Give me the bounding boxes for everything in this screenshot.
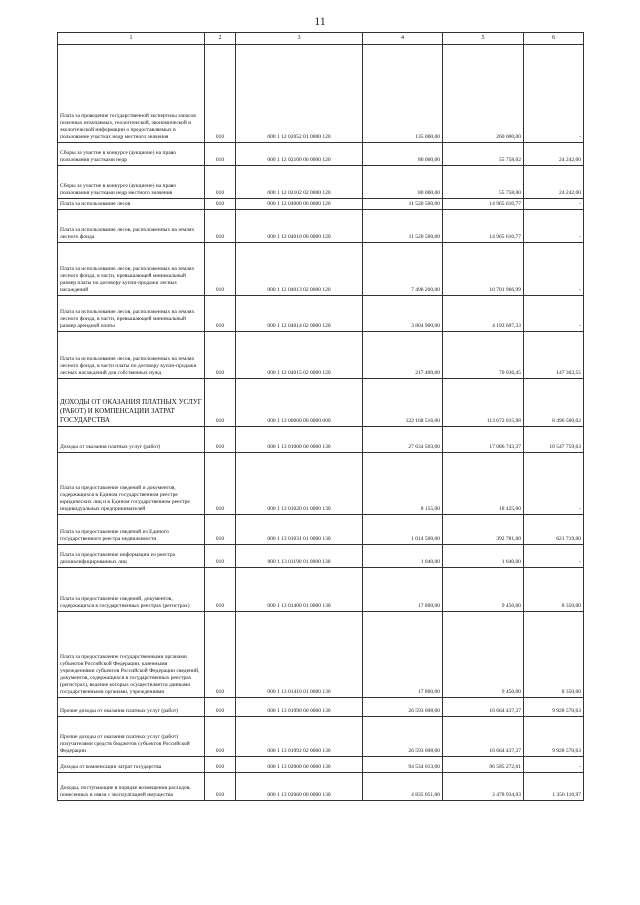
row-code-cell: 010 [205, 379, 236, 427]
row-fact-cell: 4 193 607,33 [443, 296, 524, 332]
row-rest-cell: - [524, 545, 584, 568]
row-fact-cell: 113 672 015,98 [443, 379, 524, 427]
table-row [58, 45, 584, 143]
row-kbk-cell: 000 1 12 04010 00 0000 120 [236, 210, 363, 243]
row-code-cell: 010 [205, 612, 236, 698]
row-rest-cell: 8 496 500,02 [524, 379, 584, 427]
column-header: 3 [236, 33, 363, 45]
row-plan-cell: 217 400,00 [363, 332, 443, 379]
row-rest-cell: - [524, 45, 584, 143]
row-kbk-cell: 000 1 12 02100 00 0000 120 [236, 143, 363, 166]
row-name-cell: Плата за предоставление сведений из Единого государственного реестра недвижимости [58, 515, 205, 545]
row-name-cell: Прочие доходы от оказания платных услуг (работ) [58, 698, 205, 717]
row-kbk-cell: 000 1 13 01031 01 0000 130 [236, 515, 363, 545]
row-code-cell: 010 [205, 143, 236, 166]
row-kbk-cell: 000 1 13 01992 02 0000 130 [236, 717, 363, 757]
row-plan-cell: 80 000,00 [363, 166, 443, 199]
row-code-cell: 010 [205, 773, 236, 801]
table-row [58, 296, 584, 332]
row-name-cell: Плата за использование лесов, расположенных на землях лесного фонда, в части, превышающей минимальный размер платы по договору купли-продажи лесных насаждений [58, 243, 205, 296]
row-name-cell: Доходы от компенсации затрат государства [58, 757, 205, 773]
row-fact-cell: 260 000,00 [443, 45, 524, 143]
column-header: 5 [443, 33, 524, 45]
table-row [58, 243, 584, 296]
row-rest-cell: - [524, 199, 584, 210]
row-name-cell: Прочие доходы от оказания платных услуг (работ) получателями средств бюджетов субъектов Российской Федерации [58, 717, 205, 757]
row-kbk-cell: 000 1 13 01020 01 0000 130 [236, 453, 363, 515]
row-name-cell: Сборы за участие в конкурсе (аукционе) на право пользования участками недр [58, 143, 205, 166]
row-name-cell: Плата за использование лесов, расположенных на землях лесного фонда, в части, превышающей минимальный размер арендной платы [58, 296, 205, 332]
row-code-cell: 010 [205, 427, 236, 453]
row-kbk-cell: 000 1 13 01990 00 0000 130 [236, 698, 363, 717]
row-rest-cell: 147 363,55 [524, 332, 584, 379]
page-number: 11 [314, 14, 326, 28]
row-code-cell: 010 [205, 296, 236, 332]
row-fact-cell: 17 086 743,37 [443, 427, 524, 453]
row-plan-cell: 11 520 500,00 [363, 210, 443, 243]
table-row [58, 568, 584, 612]
table-row [58, 332, 584, 379]
table-row [58, 210, 584, 243]
row-fact-cell: 16 664 437,37 [443, 698, 524, 717]
row-name-cell: Сборы за участие в конкурсе (аукционе) на право пользования участками недр местного значения [58, 166, 205, 199]
row-name-cell: Плата за предоставление информации из реестра дисквалифицированных лиц [58, 545, 205, 568]
table-row [58, 773, 584, 801]
row-name-cell: ДОХОДЫ ОТ ОКАЗАНИЯ ПЛАТНЫХ УСЛУГ (РАБОТ) И КОМПЕНСАЦИИ ЗАТРАТ ГОСУДАРСТВА [58, 379, 205, 427]
row-plan-cell: 1 014 500,00 [363, 515, 443, 545]
row-plan-cell: 80 000,00 [363, 143, 443, 166]
row-fact-cell: 10 701 966,99 [443, 243, 524, 296]
row-rest-cell: - [524, 243, 584, 296]
table-row [58, 698, 584, 717]
row-kbk-cell: 000 1 12 04015 02 0000 120 [236, 332, 363, 379]
row-plan-cell: 3 804 900,00 [363, 296, 443, 332]
row-kbk-cell: 000 1 12 04013 02 0000 120 [236, 243, 363, 296]
row-rest-cell: 24 242,00 [524, 143, 584, 166]
row-plan-cell: 4 835 051,00 [363, 773, 443, 801]
table-row [58, 379, 584, 427]
row-name-cell: Плата за предоставление государственными органами субъектов Российской Федерации, казенными учреждениями субъектов Российской Федерации сведений, документов, содержащихся в государственных реестрах (регистрах), ведение которых осуществляется данными государственными органами, учреждениями [58, 612, 205, 698]
row-plan-cell: 1 040,00 [363, 545, 443, 568]
row-plan-cell: 26 593 008,00 [363, 698, 443, 717]
row-rest-cell: - [524, 757, 584, 773]
row-code-cell: 010 [205, 166, 236, 199]
row-kbk-cell: 000 1 13 01400 01 0000 130 [236, 568, 363, 612]
table-row [58, 545, 584, 568]
row-plan-cell: 7 498 200,00 [363, 243, 443, 296]
table-row [58, 612, 584, 698]
row-kbk-cell: 000 1 13 01410 01 0000 130 [236, 612, 363, 698]
row-code-cell: 010 [205, 243, 236, 296]
row-fact-cell: 55 758,00 [443, 166, 524, 199]
row-name-cell: Доходы от оказания платных услуг (работ) [58, 427, 205, 453]
row-code-cell: 010 [205, 45, 236, 143]
row-name-cell: Плата за использование лесов [58, 199, 205, 210]
row-code-cell: 010 [205, 453, 236, 515]
row-rest-cell: - [524, 453, 584, 515]
row-name-cell: Плата за использование лесов, расположенных на землях лесного фонда [58, 210, 205, 243]
table-row [58, 166, 584, 199]
column-header: 6 [524, 33, 584, 45]
table-row [58, 453, 584, 515]
row-name-cell: Доходы, поступающие в порядке возмещения расходов, понесенных в связи с эксплуатацией имущества [58, 773, 205, 801]
row-rest-cell: 9 928 570,63 [524, 717, 584, 757]
row-rest-cell: 10 547 759,63 [524, 427, 584, 453]
row-plan-cell: 135 000,00 [363, 45, 443, 143]
row-fact-cell: 55 758,02 [443, 143, 524, 166]
column-header: 2 [205, 33, 236, 45]
row-plan-cell: 26 593 008,00 [363, 717, 443, 757]
row-plan-cell: 8 155,00 [363, 453, 443, 515]
row-rest-cell: 9 928 570,63 [524, 698, 584, 717]
row-kbk-cell: 000 1 12 04014 02 0000 120 [236, 296, 363, 332]
table-row [58, 717, 584, 757]
row-kbk-cell: 000 1 13 01190 01 0000 130 [236, 545, 363, 568]
row-fact-cell: 70 036,45 [443, 332, 524, 379]
row-fact-cell: 18 425,00 [443, 453, 524, 515]
row-code-cell: 010 [205, 545, 236, 568]
row-kbk-cell: 000 1 12 04000 00 0000 120 [236, 199, 363, 210]
row-rest-cell: 24 242,00 [524, 166, 584, 199]
row-rest-cell: - [524, 296, 584, 332]
row-fact-cell: 392 781,00 [443, 515, 524, 545]
table-row [58, 143, 584, 166]
row-kbk-cell: 000 1 13 02060 00 0000 130 [236, 773, 363, 801]
row-fact-cell: 1 640,00 [443, 545, 524, 568]
row-rest-cell: 8 350,00 [524, 612, 584, 698]
row-name-cell: Плата за предоставление сведений и документов, содержащихся в Едином государственном реестре юридических лиц и в Едином государственном реестре индивидуальных предпринимателей [58, 453, 205, 515]
row-fact-cell: 9 450,00 [443, 612, 524, 698]
table-row [58, 199, 584, 210]
row-code-cell: 010 [205, 717, 236, 757]
row-kbk-cell: 000 1 13 00000 00 0000 000 [236, 379, 363, 427]
row-kbk-cell: 000 1 13 01000 00 0000 130 [236, 427, 363, 453]
row-plan-cell: 122 168 516,00 [363, 379, 443, 427]
row-kbk-cell: 000 1 13 02000 00 0000 130 [236, 757, 363, 773]
row-code-cell: 010 [205, 210, 236, 243]
row-code-cell: 010 [205, 515, 236, 545]
row-rest-cell: 1 356 116,97 [524, 773, 584, 801]
row-name-cell: Плата за предоставление сведений, документов, содержащихся в государственных реестрах (регистрах) [58, 568, 205, 612]
row-name-cell: Плата за проведение государственной экспертизы запасов полезных ископаемых, геологической, экономической и экологической информации о предоставляемых в пользование участках недр местного значения [58, 45, 205, 143]
row-fact-cell: 96 585 272,61 [443, 757, 524, 773]
row-code-cell: 010 [205, 698, 236, 717]
table-row [58, 427, 584, 453]
row-plan-cell: 17 800,00 [363, 568, 443, 612]
row-fact-cell: 14 965 610,77 [443, 210, 524, 243]
row-rest-cell: - [524, 210, 584, 243]
row-code-cell: 010 [205, 568, 236, 612]
table-row [58, 757, 584, 773]
row-plan-cell: 27 634 503,00 [363, 427, 443, 453]
row-fact-cell: 9 450,00 [443, 568, 524, 612]
column-header: 1 [58, 33, 205, 45]
row-fact-cell: 14 965 610,77 [443, 199, 524, 210]
income-table [57, 32, 584, 801]
row-rest-cell: 8 350,00 [524, 568, 584, 612]
row-code-cell: 010 [205, 757, 236, 773]
table-row [58, 515, 584, 545]
column-number-row [58, 33, 584, 45]
row-code-cell: 010 [205, 332, 236, 379]
row-fact-cell: 16 664 437,37 [443, 717, 524, 757]
row-plan-cell: 11 520 500,00 [363, 199, 443, 210]
row-fact-cell: 3 478 934,03 [443, 773, 524, 801]
row-plan-cell: 17 800,00 [363, 612, 443, 698]
row-code-cell: 010 [205, 199, 236, 210]
column-header: 4 [363, 33, 443, 45]
row-kbk-cell: 000 1 12 02052 01 0000 120 [236, 45, 363, 143]
row-kbk-cell: 000 1 12 02102 02 0000 120 [236, 166, 363, 199]
row-rest-cell: 621 719,00 [524, 515, 584, 545]
row-name-cell: Плата за использование лесов, расположенных на землях лесного фонда, в части платы по договору купли-продажи лесных насаждений для собственных нужд [58, 332, 205, 379]
row-plan-cell: 94 534 013,00 [363, 757, 443, 773]
